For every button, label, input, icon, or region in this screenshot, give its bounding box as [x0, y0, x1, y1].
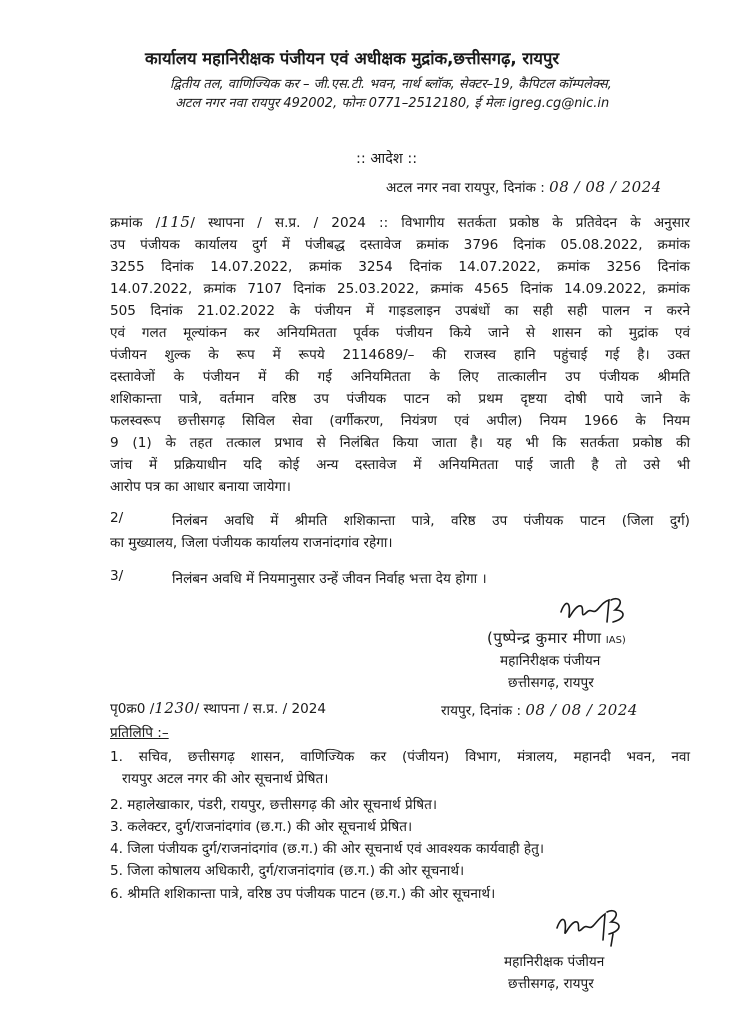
handwritten-order-number: 115 — [160, 213, 191, 231]
place-date — [386, 177, 662, 196]
para1-line: एवं गलत मूल्यांकन कर अनियमितता पूर्वक पंजीयन किये जाने से शासन को मुद्रांक एवं — [110, 325, 690, 341]
signature2-designation: महानिरीक्षक पंजीयन — [504, 954, 605, 970]
office-title: कार्यालय महानिरीक्षक पंजीयन एवं अधीक्षक मुद्रांक,छत्तीसगढ़, रायपुर — [145, 49, 560, 68]
copy-item: 6. श्रीमति शशिकान्ता पात्रे, वरिष्ठ उप पंजीयक पाटन (छ.ग.) की ओर सूचनार्थ। — [110, 886, 496, 902]
copy-item: 3. कलेक्टर, दुर्ग/राजनांदगांव (छ.ग.) की ओर सूचनार्थ प्रेषित। — [110, 819, 413, 835]
order-heading: :: आदेश :: — [356, 151, 418, 167]
kramank-label: क्रमांक / — [110, 215, 161, 231]
para1-line: दस्तावेजों के पंजीयन में की गई अनियमितता के लिए तात्कालीन उप पंजीयक श्रीमति — [110, 369, 690, 385]
endorsement-reference: / स्थापना / स.प्र. / 2024 — [194, 701, 327, 717]
endorsement-date — [441, 700, 638, 719]
office-address-line1: द्वितीय तल, वाणिज्यिक कर – जी.एस.टी. भवन, नार्थ ब्लॉक, सेक्टर–19, कैपिटल कॉम्पलेक्स, — [170, 77, 612, 92]
signatory-designation: महानिरीक्षक पंजीयन — [500, 653, 601, 669]
office-address-line2: अटल नगर नवा रायपुर 492002, फोनः 0771–2512180, ई मेलः igreg.cg@nic.in — [175, 96, 610, 111]
para1-line: उप पंजीयक कार्यालय दुर्ग में पंजीबद्ध दस्तावेज क्रमांक 3796 दिनांक 05.08.2022, क्रमांक — [110, 237, 690, 253]
place-date-prefix: अटल नगर नवा रायपुर, दिनांक : — [386, 180, 545, 196]
signature2-place: छत्तीसगढ़, रायपुर — [508, 976, 594, 992]
endorsement-prefix: पृ0क्र0 / — [110, 701, 155, 717]
para1-line: शशिकान्ता पात्रे, वर्तमान वरिष्ठ उप पंजीयक पाटन को प्रथम दृष्टया दोषी पाये जाने के — [110, 391, 690, 407]
para2-number: 2/ — [110, 510, 124, 526]
signatory-name-text: (पुष्पेन्द्र कुमार मीणा — [487, 629, 602, 647]
para1-line-last: आरोप पत्र का आधार बनाया जायेगा। — [110, 479, 291, 495]
signature-scribble-1 — [555, 592, 645, 628]
para3-number: 3/ — [110, 568, 124, 584]
signatory-name — [487, 628, 626, 648]
para1-line: फलस्वरूप छत्तीसगढ़ सिविल सेवा (वर्गीकरण, नियंत्रण एवं अपील) नियम 1966 के नियम — [110, 413, 690, 429]
copy-item: 2. महालेखाकार, पंडरी, रायपुर, छत्तीसगढ़ की ओर सूचनार्थ प्रेषित। — [110, 797, 438, 813]
para1-line: 3255 दिनांक 14.07.2022, क्रमांक 3254 दिनांक 14.07.2022, क्रमांक 3256 दिनांक — [110, 259, 690, 275]
ias-suffix: IAS) — [605, 635, 626, 646]
copy-item: रायपुर अटल नगर की ओर सूचनार्थ प्रेषित। — [122, 771, 329, 787]
para1-line: पंजीयन शुल्क के रूप में रूपये 2114689/– की राजस्व हानि पहुंचाई गई है। उक्त — [110, 347, 690, 363]
copy-item: 5. जिला कोषालय अधिकारी, दुर्ग/राजनांदगांव (छ.ग.) की ओर सूचनार्थ। — [110, 863, 465, 879]
para2-line2: का मुख्यालय, जिला पंजीयक कार्यालय राजनांदगांव रहेगा। — [110, 535, 393, 551]
para1-line: 9 (1) के तहत तत्काल प्रभाव से निलंबित किया जाता है। यह भी कि सतर्कता प्रकोष्ठ की — [110, 435, 690, 451]
endorsement-ref — [110, 698, 326, 717]
para1-line: जांच में प्रक्रियाधीन यदि कोई अन्य दस्तावेज में अनियमितता पाई जाती है तो उसे भी — [110, 457, 690, 473]
order-reference: / स्थापना / स.प्र. / 2024 :: — [190, 215, 389, 231]
copy-heading: प्रतिलिपि :– — [110, 725, 169, 741]
para1-line: 14.07.2022, क्रमांक 7107 दिनांक 25.03.2022, क्रमांक 4565 दिनांक 14.09.2022, क्रमांक — [110, 281, 690, 297]
copy-item: 1. सचिव, छत्तीसगढ़ शासन, वाणिज्यिक कर (पंजीयन) विभाग, मंत्रालय, महानदी भवन, नवा — [110, 749, 690, 765]
signature-scribble-2 — [553, 900, 643, 948]
handwritten-endorsement-date: 08 / 08 / 2024 — [525, 701, 638, 719]
para1-line: 505 दिनांक 21.02.2022 के पंजीयन में गाइडलाइन उपबंधों का सही सही पालन न करने — [110, 303, 690, 319]
endorsement-date-prefix: रायपुर, दिनांक : — [441, 703, 522, 719]
para1-line1-rest: विभागीय सतर्कता प्रकोष्ठ के प्रतिवेदन के अनुसार — [401, 215, 690, 231]
para3-line1: निलंबन अवधि में नियमानुसार उन्हें जीवन निर्वाह भत्ता देय होगा । — [172, 571, 487, 587]
handwritten-order-date: 08 / 08 / 2024 — [549, 178, 662, 196]
handwritten-endorsement-number: 1230 — [154, 699, 195, 717]
para1-line1 — [110, 212, 690, 231]
para2-line1: निलंबन अवधि में श्रीमति शशिकान्ता पात्रे, वरिष्ठ उप पंजीयक पाटन (जिला दुर्ग) — [172, 513, 690, 529]
copy-item: 4. जिला पंजीयक दुर्ग/राजनांदगांव (छ.ग.) की ओर सूचनार्थ एवं आवश्यक कार्यवाही हेतु। — [110, 841, 544, 857]
signatory-place: छत्तीसगढ़, रायपुर — [508, 675, 594, 691]
